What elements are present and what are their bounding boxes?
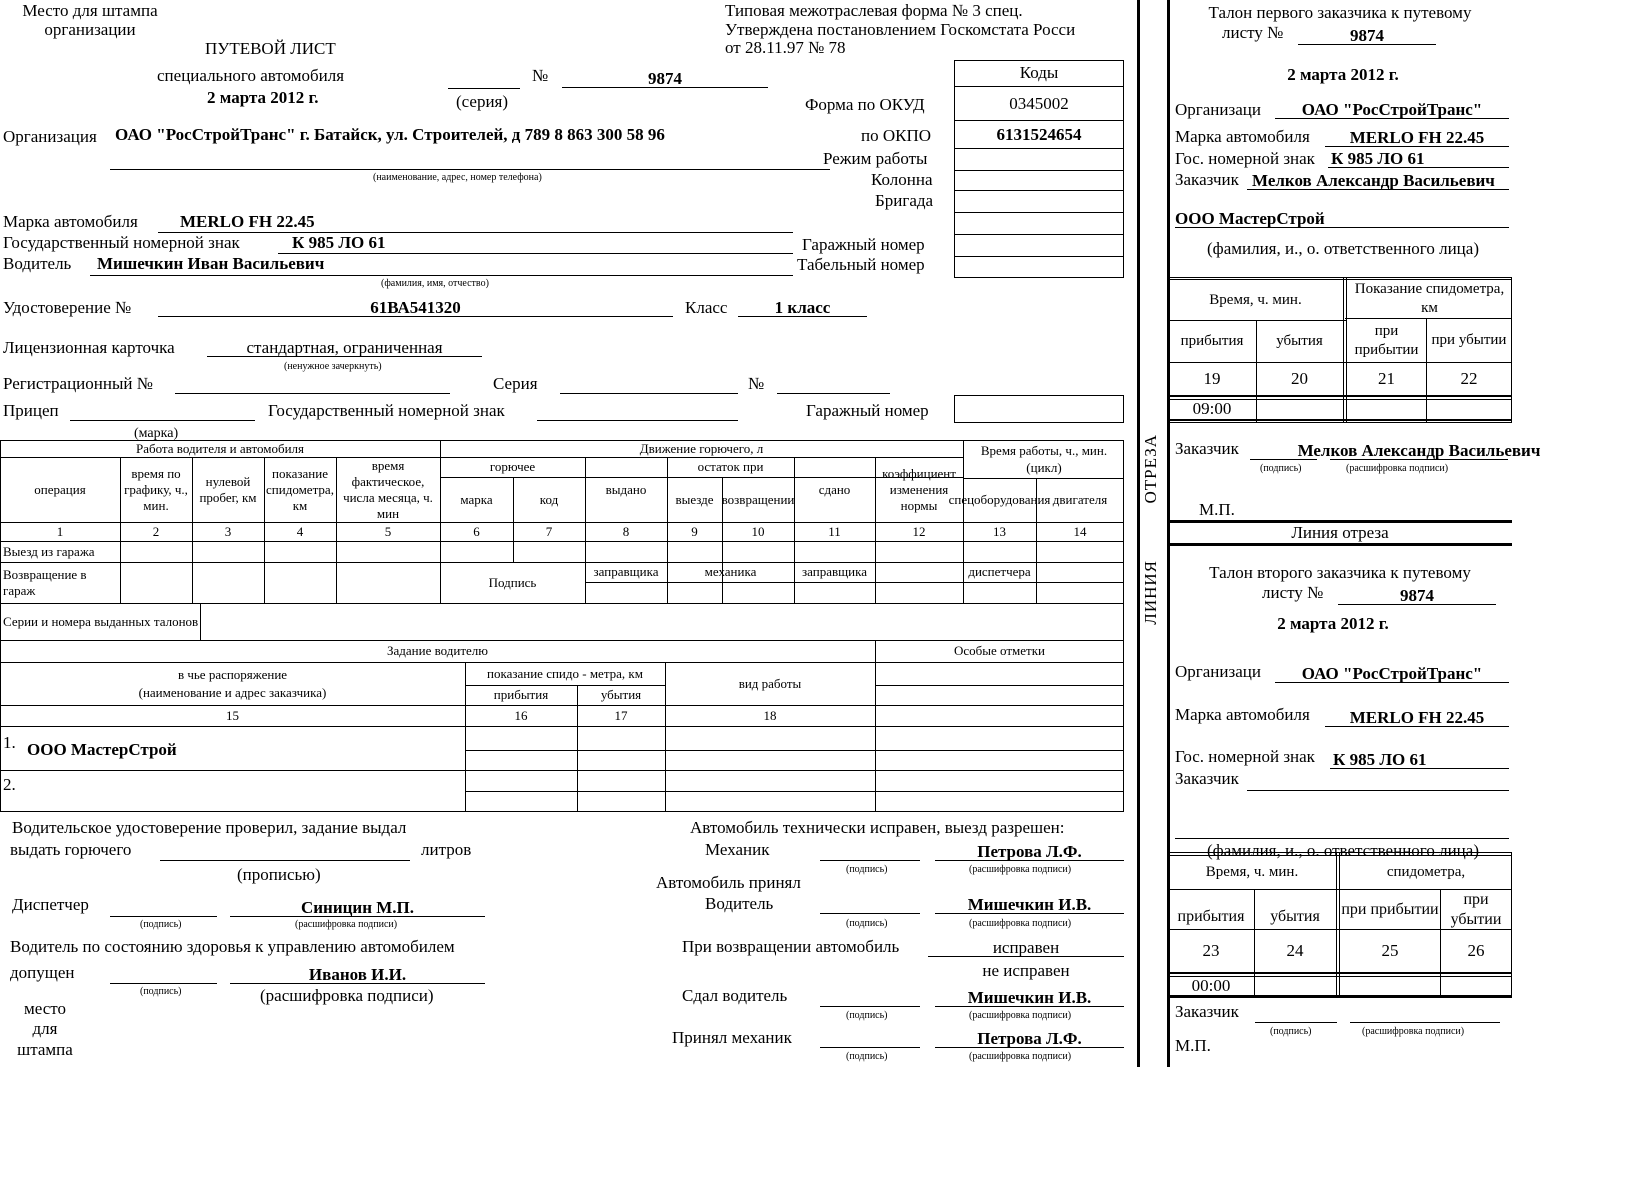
coupon2-title-2: листу № [1262,583,1324,602]
cut-line-left [1137,0,1140,1067]
sig-decode-hint-large: (расшифровка подписи) [260,986,434,1005]
trailer-plate-field[interactable] [537,420,738,421]
reg-label: Регистрационный № [3,374,153,393]
sig-hint: (подпись) [846,864,888,875]
sign-dispatcher: диспетчера [968,564,1031,580]
license-label: Удостоверение № [3,298,132,317]
reg-series-field[interactable] [560,393,738,394]
coupon1-plate-label: Гос. номерной знак [1175,149,1315,168]
col-coefficient: коэффициент изменения нормы [882,465,956,514]
give-fuel-label: выдать горючего [10,840,132,859]
col-number: 3 [224,523,232,539]
card-hint: (ненужное зачеркнуть) [284,361,382,372]
coupon2-client-signature-field[interactable] [1255,1022,1337,1023]
col-number: 13 [993,523,1006,539]
mechanic-label: Механик [705,840,770,859]
sig-hint: (подпись) [1260,463,1302,474]
coupon1-col-speedo: Показание спидометра, км [1354,281,1505,316]
coupon2-car-label: Марка автомобиля [1175,705,1310,724]
codes-divider [954,212,1124,213]
col-remainder: остаток при [697,459,764,475]
cut-line-label-top: ОТРЕЗА [1141,434,1160,504]
col-number: 9 [691,523,698,539]
sig-hint: (подпись) [846,1010,888,1021]
coupon1-company[interactable]: ООО МастерСтрой [1175,201,1509,228]
row-coupons: Серии и номера выданных талонов [3,614,199,630]
sig-hint: (подпись) [140,986,182,997]
col-number: 7 [545,523,553,539]
grid-line [1168,972,1512,974]
coupon2-mp: М.П. [1175,1036,1211,1055]
form-note [725,2,1075,58]
coupon1-date: 2 марта 2012 г. [1287,65,1399,84]
sig-decode-hint: (расшифровка подписи) [969,1010,1072,1021]
col-number: 19 [1203,369,1221,389]
okpo-value[interactable]: 6131524654 [996,124,1082,144]
car-underline [158,232,793,233]
column-label: Колонна [871,170,933,189]
col-schedule: время по графику, ч., мин. [124,465,188,514]
number-label: № [532,66,549,85]
driver-signature-field[interactable] [820,913,920,914]
grid-line [875,640,876,812]
col-whose-hint: (наименование и адрес заказчика) [138,685,327,700]
health-text: Водитель по состоянию здоровья к управлению автомобилем [10,937,455,956]
grid-line [585,582,1124,583]
plate-value[interactable]: К 985 ЛО 61 [292,233,386,252]
stamp-line: штампа [17,1039,73,1059]
coupon1-plate-value[interactable]: К 985 ЛО 61 [1328,146,1509,168]
garage-number-label: Гаражный номер [802,235,925,254]
sig-hint: (подпись) [140,919,182,930]
coupon1-col-on-arrival: при прибытии [1354,322,1419,358]
col-actual-time: время фактическое, числа месяца, ч. мин [343,457,433,522]
plate-label: Государственный номерной знак [3,233,240,252]
form-note-line: от 28.11.97 № 78 [725,38,846,58]
sig-decode-hint: (расшифровка подписи) [295,919,398,930]
dispatcher-signature-field[interactable] [110,916,217,917]
coupon2-client-field[interactable] [1247,790,1509,791]
state-bad[interactable]: не исправен [982,961,1070,980]
grid-line [1168,395,1512,397]
coupon-cut-line [1168,543,1512,546]
coupon1-resp-hint: (фамилия, и., о. ответственного лица) [1207,239,1479,258]
car-value[interactable]: MERLO FH 22.45 [180,212,315,231]
trailer-garage-box[interactable] [954,395,1124,423]
row-garage-exit: Выезд из гаража [3,543,95,559]
card-value[interactable]: стандартная, ограниченная [207,330,482,357]
coupon1-col-time: Время, ч. мин. [1209,291,1302,308]
car-label: Марка автомобиля [3,212,138,231]
col-special-equipment: спецоборудования [948,492,1051,508]
col-number: 12 [912,523,926,539]
col-task-speedo: показание спидо - метра, км [487,665,643,681]
coupon1-col-arrival: прибытия [1180,333,1244,350]
grid-line [0,770,1124,771]
codes-divider [954,170,1124,171]
coupon1-car-label: Марка автомобиля [1175,127,1310,146]
col-task-departure: убытия [600,687,642,703]
org-label: Организация [3,127,97,146]
on-return-label: При возвращении автомобиль [682,937,900,956]
okud-label: Форма по ОКУД [805,95,925,114]
stamp-line: место [24,999,66,1018]
task-row-number: 1. [3,733,16,752]
col-number: 24 [1286,941,1304,961]
series-field[interactable] [448,88,520,89]
col-on-departure: выезде [675,491,714,507]
col-whose: в чье распоряжение [177,667,288,682]
document-number[interactable]: 9874 [562,62,768,88]
tab-number-label: Табельный номер [797,255,925,274]
class-label: Класс [685,298,728,317]
sign-fueler: заправщика [593,564,659,580]
coupon2-org-label: Организаци [1175,662,1261,681]
col-zero-run: нулевой пробег, км [199,473,257,505]
coupon2-col-time: Время, ч. мин. [1205,864,1299,881]
grid-line [0,726,1124,727]
coupon2-resp-hint: (фамилия, и., о. ответственного лица) [1207,841,1479,860]
col-number: 10 [751,523,765,539]
coupon2-company-field[interactable] [1175,838,1509,839]
sig-hint: (подпись) [1270,1026,1312,1037]
trailer-plate-label: Государственный номерной знак [268,401,505,420]
codes-divider [954,256,1124,257]
plate-underline [278,253,793,254]
col-issued: выдано [605,481,647,497]
coupon2-col-arrival: прибытия [1177,907,1245,925]
col-handed: сдано [818,481,851,497]
coupon-cut-label: Линия отреза [1291,523,1389,542]
stamp-place [10,2,170,39]
mechanic-name[interactable]: Петрова Л.Ф. [935,835,1124,861]
coupon2-client-name-field[interactable] [1350,1022,1500,1023]
trailer-label: Прицеп [3,401,59,420]
sig-decode-hint: (расшифровка подписи) [1362,1026,1465,1037]
medic-signature-field[interactable] [110,983,217,984]
mechanic-signature-field[interactable] [820,860,920,861]
handed-signature-field[interactable] [820,1006,920,1007]
driver-label: Водитель [3,254,72,273]
col-number: 5 [384,523,392,539]
coupon1-client-label: Заказчик [1175,170,1239,189]
vehicle-accepted-label: Автомобиль принял [656,873,801,892]
col-number: 8 [622,523,630,539]
sign-mechanic: механика [704,564,757,580]
license-value[interactable]: 61ВА541320 [158,290,673,317]
admitted-label: допущен [10,963,75,982]
grid-line [875,685,1124,686]
codes-divider [954,148,1124,149]
okud-value[interactable]: 0345002 [1009,93,1069,113]
driver-name-bottom[interactable]: Мишечкин И.В. [935,888,1124,914]
col-number: 23 [1202,941,1220,961]
coupon2-org-value[interactable]: ОАО "РосСтройТранс" [1275,655,1509,683]
col-number: 22 [1460,369,1478,389]
form-note-line: Типовая межотраслевая форма № 3 спец. [725,1,1023,20]
received-signature-field[interactable] [820,1047,920,1048]
group-header-fuel: Движение горючего, л [639,440,764,456]
coupon1-title-2: листу № [1222,23,1284,42]
coupon2-client-label: Заказчик [1175,769,1239,788]
col-number: 11 [828,523,841,539]
brigade-label: Бригада [875,191,934,210]
grid-line [0,541,1124,542]
trailer-garage-label: Гаражный номер [806,401,929,420]
col-fuel: горючее [489,459,536,475]
coupon1-org-label: Организаци [1175,100,1261,119]
task-row-number: 2. [3,775,16,794]
col-number: 6 [473,523,480,539]
coupon2-car-value[interactable]: MERLO FH 22.45 [1325,700,1509,727]
coupon1-client-value[interactable]: Мелков Александр Васильевич [1247,167,1509,190]
coupon2-client2-label: Заказчик [1175,1002,1239,1021]
in-words-hint: (прописью) [237,865,321,884]
task-title: Задание водителю [387,643,488,659]
coupon1-col-departure: убытия [1276,333,1323,350]
codes-divider [954,190,1124,191]
col-engine: двигателя [1052,492,1108,508]
coupon2-date: 2 марта 2012 г. [1277,614,1389,633]
liters-label: литров [421,840,472,859]
document-title: ПУТЕВОЙ ЛИСТ [205,39,336,58]
grid-line [200,603,201,641]
series-label: (серия) [456,92,509,111]
col-speedometer: показание спидометра, км [266,465,334,514]
grid-line [465,750,1124,751]
coupon2-col-departure: убытия [1270,907,1320,925]
cut-line-label-bottom: ЛИНИЯ [1141,560,1160,625]
coupon1-mp: М.П. [1199,500,1235,519]
col-on-return: возвращении [721,491,795,507]
sig-decode-hint: (расшифровка подписи) [969,1051,1072,1062]
org-underline [110,169,830,170]
col-number: 18 [763,707,777,723]
codes-divider [954,234,1124,235]
coupon1-car-value[interactable]: MERLO FH 22.45 [1325,124,1509,147]
handed-driver-name[interactable]: Мишечкин И.В. [935,981,1124,1007]
reg-number-field[interactable] [777,393,890,394]
grid-line [1343,277,1344,423]
coupon1-org-value[interactable]: ОАО "РосСтройТранс" [1275,93,1509,119]
trailer-field[interactable] [70,420,255,421]
col-number: 26 [1467,941,1485,961]
group-header-work: Работа водителя и автомобиля [135,440,305,456]
card-label: Лицензионная карточка [3,338,175,357]
fuel-amount-field[interactable] [160,860,410,861]
col-task-arrival: прибытия [493,687,549,703]
coupon1-client2-label: Заказчик [1175,439,1239,458]
medic-name[interactable]: Иванов И.И. [230,957,485,984]
coupon1-title: Талон первого заказчика к путевому [1208,3,1472,22]
row-garage-return: Возвращение в гараж [3,566,87,598]
col-number: 14 [1073,523,1087,539]
stamp-place-line: организации [44,19,136,39]
sig-hint: (подпись) [846,918,888,929]
sign-fueler-2: заправщика [802,564,867,580]
trailer-hint: (марка) [134,426,179,441]
handed-driver-label: Сдал водитель [682,986,788,1005]
sig-hint: (подпись) [846,1051,888,1062]
grid-line [465,791,1124,792]
col-number: 25 [1381,941,1399,961]
reg-number-label: № [748,374,765,393]
col-number: 4 [296,523,304,539]
coupon2-number[interactable]: 9874 [1338,578,1496,605]
grid-line [1336,852,1337,998]
sig-decode-hint: (расшифровка подписи) [969,864,1072,875]
reg-field[interactable] [175,393,450,394]
coupon2-col-on-arrival: при прибытии [1341,900,1439,918]
col-fuel-brand: марка [460,491,493,507]
vehicle-ok-text: Автомобиль технически исправен, выезд разрешен: [690,818,1065,837]
coupon2-col-on-departure: при убытии [1450,890,1502,928]
document-date: 2 марта 2012 г. [207,88,319,107]
col-number: 2 [152,523,160,539]
driver-value[interactable]: Мишечкин Иван Васильевич [97,254,325,273]
coupon2-title: Талон второго заказчика к путевому [1209,563,1471,582]
codes-header: Коды [1019,63,1059,83]
form-note-line: Утверждена постановлением Госкомстата Росси [725,19,1076,39]
col-number: 15 [226,707,239,723]
stamp-place-line: Место для штампа [22,1,158,20]
org-value[interactable]: ОАО "РосСтройТранс" г. Батайск, ул. Строителей, д 789 8 863 300 58 96 [115,125,665,144]
checked-text: Водительское удостоверение проверил, задание выдал [12,818,407,837]
reg-series-label: Серия [493,374,538,393]
col-fuel-code: код [539,491,559,507]
stamp-place-bottom [10,999,80,1060]
class-value[interactable]: 1 класс [738,290,867,317]
coupon2-plate-value[interactable]: К 985 ЛО 61 [1330,742,1509,769]
col-number: 20 [1291,369,1308,389]
okpo-label: по ОКПО [861,126,932,145]
regime-label: Режим работы [823,149,928,168]
stamp-line: для [32,1019,58,1039]
dispatcher-label: Диспетчер [12,895,89,914]
sig-decode-hint: (расшифровка подписи) [1346,463,1449,474]
coupon1-col-on-departure: при убытии [1431,332,1507,349]
sig-decode-hint: (расшифровка подписи) [969,918,1072,929]
org-hint: (наименование, адрес, номер телефона) [373,172,542,183]
task-row-customer[interactable]: ООО МастерСтрой [27,740,177,759]
driver-label-bottom: Водитель [705,894,774,913]
col-work-kind: вид работы [738,675,802,691]
driver-underline [90,275,793,276]
col-number: 21 [1378,369,1395,389]
signature-label: Подпись [488,574,537,590]
special-notes-title: Особые отметки [954,643,1045,659]
dispatcher-name[interactable]: Синицин М.П. [230,890,485,917]
col-number: 1 [56,523,64,539]
state-ok[interactable]: исправен [928,931,1124,957]
coupon1-arrival-time[interactable]: 09:00 [1192,399,1232,419]
received-mechanic-name[interactable]: Петрова Л.Ф. [935,1022,1124,1048]
col-number: 17 [614,707,628,723]
coupon2-col-speedo: спидометра, [1386,864,1466,881]
document-subtitle: специального автомобиля [157,66,345,85]
col-number: 16 [514,707,528,723]
col-operation: операция [34,481,86,497]
coupon2-arrival-time[interactable]: 00:00 [1191,975,1231,995]
coupon1-client2-value[interactable]: Мелков Александр Васильевич [1330,434,1508,460]
received-mechanic-label: Принял механик [672,1028,792,1047]
coupon2-plate-label: Гос. номерной знак [1175,747,1315,766]
coupon1-number[interactable]: 9874 [1298,18,1436,45]
driver-hint: (фамилия, имя, отчество) [381,278,489,289]
group-header-time: Время работы, ч., мин. (цикл) [980,443,1108,475]
